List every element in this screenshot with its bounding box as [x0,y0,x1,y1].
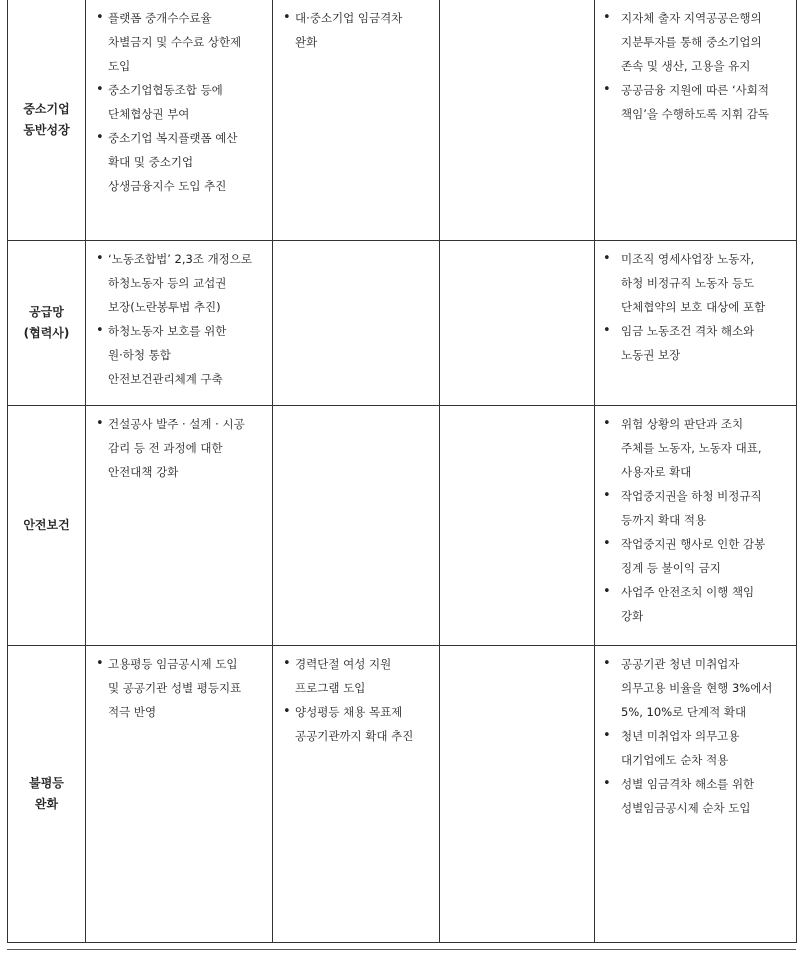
cell-col3 [440,405,595,645]
bullet-item: • 성별 임금격차 해소를 위한 성별임금공시제 순차 도입 [603,772,790,820]
bullet-item: • 고용평등 임금공시제 도입 및 공공기관 성별 평등지표 적극 반영 [96,652,266,724]
cell-col3 [440,240,595,405]
bullet-item: • 미조직 영세사업장 노동자, 하청 비정규직 노동자 등도 단체협약의 보호 대상에 포함 [603,247,790,319]
policy-table [7,0,797,943]
item-list [86,646,272,724]
item-list [595,241,796,367]
item-list [595,0,796,126]
table-row [8,240,797,405]
bullet-item: • 작업중지권을 하청 비정규직 등까지 확대 적용 [603,484,790,532]
bullet-item: • 청년 미취업자 의무고용 대기업에도 순차 적용 [603,724,790,772]
bullet-item: • 작업중지권 행사로 인한 감봉 징계 등 불이익 금지 [603,532,790,580]
bullet-item: • 플랫폼 중개수수료율 차별금지 및 수수료 상한제 도입 [96,6,266,78]
cell-col2 [273,645,440,942]
item-list [273,241,439,247]
policy-table-body [8,0,797,942]
cell-col2 [273,0,440,240]
bullet-item: • 공공기관 청년 미취업자 의무고용 비율을 현행 3%에서 5%, 10%로 단계적 확대 [603,652,790,724]
table-row [8,0,797,240]
bullet-item: • 대·중소기업 임금격차 완화 [283,6,433,54]
table-row [8,645,797,942]
bullet-item: • 양성평등 채용 목표제 공공기관까지 확대 추진 [283,700,433,748]
cell-col2 [273,240,440,405]
cell-col2 [273,405,440,645]
item-list [595,646,796,820]
row-category [8,645,86,942]
item-list [595,406,796,628]
cell-col1 [86,240,273,405]
cell-col3 [440,0,595,240]
bullet-item: • 위험 상황의 판단과 조치 주체를 노동자, 노동자 대표, 사용자로 확대 [603,412,790,484]
item-list [440,406,594,412]
cell-col4 [595,240,797,405]
item-list [440,646,594,652]
item-list [440,241,594,247]
item-list [440,0,594,6]
cell-col4 [595,0,797,240]
bullet-item: • 사업주 안전조치 이행 책임 강화 [603,580,790,628]
category-label: 안전보건 [23,517,70,532]
row-category [8,405,86,645]
bullet-item: • 건설공사 발주 · 설계 · 시공 감리 등 전 과정에 대한 안전대책 강화 [96,412,266,484]
bullet-item: • 경력단절 여성 지원 프로그램 도입 [283,652,433,700]
item-list [273,0,439,54]
cell-col4 [595,405,797,645]
row-category [8,240,86,405]
bullet-item: • 지자체 출자 지역공공은행의 지분투자를 통해 중소기업의 존속 및 생산, 고용을 유지 [603,6,790,78]
category-label: 공급망 (협력사) [23,304,70,340]
bullet-item: • 임금 노동조건 격차 해소와 노동권 보장 [603,319,790,367]
category-label: 중소기업 동반성장 [23,101,70,137]
bullet-item: • ‘노동조합법’ 2,3조 개정으로 하청노동자 등의 교섭권 보장(노란봉투법 추진) [96,247,266,319]
cell-col1 [86,405,273,645]
bullet-item: • 중소기업협동조합 등에 단체협상권 부여 [96,78,266,126]
cell-col1 [86,645,273,942]
cell-col4 [595,645,797,942]
row-category [8,0,86,240]
bullet-item: • 공공금융 지원에 따른 ‘사회적 책임’을 수행하도록 지휘 감독 [603,78,790,126]
item-list [273,406,439,412]
item-list [86,241,272,391]
item-list [86,0,272,198]
table-row [8,405,797,645]
bottom-divider [7,949,796,950]
item-list [86,406,272,484]
cell-col3 [440,645,595,942]
cell-col1 [86,0,273,240]
category-label: 불평등 완화 [29,775,64,811]
bullet-item: • 중소기업 복지플랫폼 예산 확대 및 중소기업 상생금융지수 도입 추진 [96,126,266,198]
item-list [273,646,439,748]
bullet-item: • 하청노동자 보호를 위한 원·하청 통합 안전보건관리체계 구축 [96,319,266,391]
